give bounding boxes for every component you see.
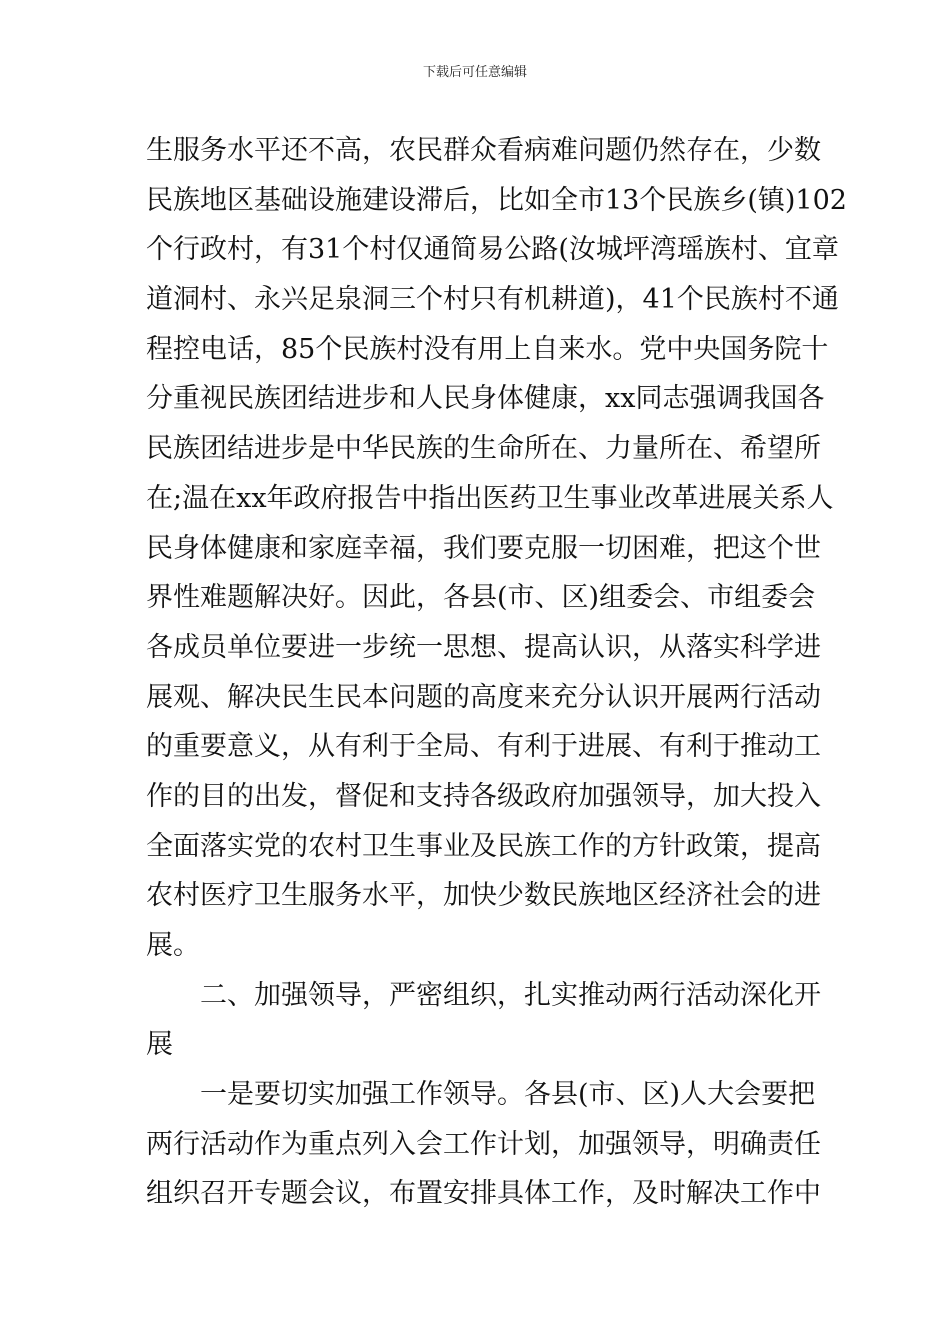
section-heading-line: 二、加强领导，严密组织，扎实推动两行活动深化开 — [200, 979, 821, 1011]
text-line: 作的目的出发，督促和支持各级政府加强领导，加大投入 — [146, 780, 821, 812]
text-line: 生服务水平还不高，农民群众看病难问题仍然存在，少数 — [146, 135, 821, 166]
text-line: 民族地区基础设施建设滞后，比如全市13个民族乡(镇)102 — [146, 184, 847, 216]
text-line: 程控电话，85个民族村没有用上自来水。党中央国务院十 — [146, 333, 829, 365]
text-line: 在;温在xx年政府报告中指出医药卫生事业改革进展关系人 — [146, 482, 834, 514]
text-line: 民身体健康和家庭幸福，我们要克服一切困难，把这个世 — [146, 532, 821, 564]
text-line: 一是要切实加强工作领导。各县(市、区)人大会要把 — [200, 1079, 816, 1111]
text-line: 两行活动作为重点列入会工作计划，加强领导，明确责任 — [146, 1128, 821, 1160]
text-line: 农村医疗卫生服务水平，加快少数民族地区经济社会的进 — [146, 880, 821, 912]
text-line: 展。 — [146, 930, 200, 961]
document-body — [146, 126, 847, 1219]
text-line: 分重视民族团结进步和人民身体健康，xx同志强调我国各 — [146, 383, 825, 415]
text-line: 展观、解决民生民本问题的高度来充分认识开展两行活动 — [146, 681, 821, 713]
text-line: 道洞村、永兴足泉洞三个村只有机耕道)，41个民族村不通 — [146, 284, 839, 316]
text-line: 个行政村，有31个村仅通简易公路(汝城坪湾瑶族村、宜章 — [146, 234, 839, 266]
text-line: 组织召开专题会议，布置安排具体工作，及时解决工作中 — [146, 1178, 821, 1210]
page-header: 下载后可任意编辑 — [422, 65, 527, 80]
text-line: 各成员单位要进一步统一思想、提高认识，从落实科学进 — [146, 631, 821, 663]
text-line: 的重要意义，从有利于全局、有利于进展、有利于推动工 — [146, 731, 821, 763]
text-line: 界性难题解决好。因此，各县(市、区)组委会、市组委会 — [146, 582, 816, 614]
text-line: 民族团结进步是中华民族的生命所在、力量所在、希望所 — [146, 433, 821, 465]
section-heading-line: 展 — [146, 1029, 173, 1061]
text-line: 全面落实党的农村卫生事业及民族工作的方针政策，提高 — [146, 830, 821, 862]
